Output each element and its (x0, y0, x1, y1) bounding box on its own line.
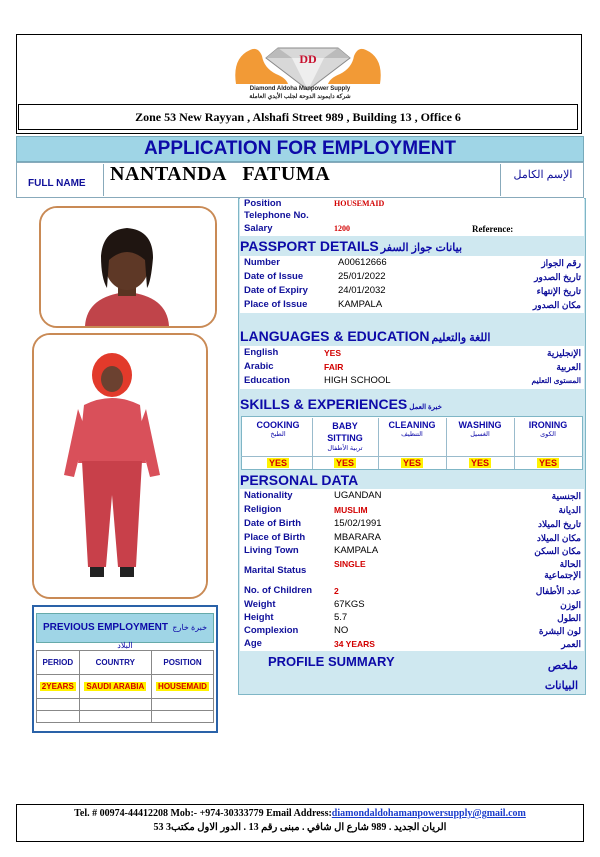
telephone-value (336, 210, 338, 221)
languages-section-title: LANGUAGES & EDUCATION اللغة والتعليم (240, 328, 491, 344)
height-row: Height 5.7 الطول (244, 612, 581, 623)
table-row (37, 675, 214, 699)
previous-employment-title-ar: خبرة خارج البلاد (117, 623, 208, 650)
divider (103, 164, 104, 196)
skill-baby-sitting: BABY SITTING تربية الأطفال (327, 421, 363, 452)
position-cell (151, 675, 213, 699)
skill-ironing: IRONING الكوى (528, 420, 568, 438)
table-row (37, 711, 214, 723)
passport-section-title: PASSPORT DETAILS بيانات جواز السفر (240, 238, 463, 254)
column-header: COUNTRY (79, 651, 151, 675)
profile-summary-title-ar: ملخص البيانات (544, 660, 578, 692)
page-title: APPLICATION FOR EMPLOYMENT (16, 136, 584, 162)
skill-cooking: COOKING الطبخ (256, 420, 300, 438)
position-value: HOUSEMAID (334, 199, 385, 208)
period-cell (37, 675, 80, 699)
skill-cleaning-value: YES (402, 458, 421, 468)
column-header: POSITION (151, 651, 213, 675)
passport-place-row: Place of Issue KAMPALA مكان الصدور (244, 299, 581, 310)
complexion-row: Complexion NO لون البشرة (244, 625, 581, 636)
previous-employment-header (36, 613, 214, 650)
reference-label: Reference: (472, 224, 514, 234)
full-name-label: FULL NAME (28, 178, 86, 189)
full-body-photo-image (34, 335, 206, 597)
skill-baby-sitting-value: YES (335, 458, 354, 468)
weight-row: Weight 67KGS الوزن (244, 599, 581, 610)
date-of-birth-row: Date of Birth 15/02/1991 تاريخ الميلاد (244, 518, 581, 529)
passport-expiry-row: Date of Expiry 24/01/2032 تاريخ الإنتهاء (244, 285, 581, 296)
education-row: Education HIGH SCHOOL المستوى التعليم (244, 375, 581, 386)
skill-cooking-value: YES (268, 458, 287, 468)
full-name-value: NANTANDA FATUMA (110, 163, 331, 185)
full-name-label-ar: الإسم الكامل (513, 169, 573, 181)
company-name-ar: شركة دايموند الدوحة لجلب الأيدي العاملة (249, 94, 351, 100)
personal-section-title: PERSONAL DATA (240, 472, 359, 488)
age-row: Age 34 YEARS العمر (244, 638, 581, 649)
children-row: No. of Children 2 عدد الأطفال (244, 585, 581, 596)
religion-row: Religion MUSLIM الديانة (244, 504, 581, 515)
place-of-birth-row: Place of Birth MBARARA مكان الميلاد (244, 532, 581, 543)
face-photo (39, 206, 217, 328)
telephone-row: Telephone No. (240, 210, 584, 222)
marital-status-row: Marital Status SINGLE الحالة الإجتماعية (244, 559, 581, 580)
position-row: Position HOUSEMAID (244, 198, 385, 209)
arabic-row: Arabic FAIR العربية (244, 361, 581, 372)
passport-issue-row: Date of Issue 25/01/2022 تاريخ الصدور (244, 271, 581, 282)
column-header: PERIOD (37, 651, 80, 675)
table-row (37, 699, 214, 711)
previous-employment-title: PREVIOUS EMPLOYMENT (42, 622, 168, 633)
country-value: SAUDI ARABIA (86, 682, 145, 691)
english-row: English YES الإنجليزية (244, 347, 581, 358)
footer-email-link[interactable]: diamondaldohamanpowersupply@gmail.com (331, 808, 526, 819)
divider (500, 164, 501, 196)
face-photo-image (41, 208, 215, 326)
period-value: 2YEARS (41, 682, 74, 691)
footer-contact-text: Tel. # 00974-44412208 Mob:- +974-30333779 Email Address: (74, 808, 332, 819)
skill-washing-value: YES (470, 458, 489, 468)
salary-row: Salary 1200 Reference: (244, 223, 514, 234)
svg-text:DD: DD (299, 52, 317, 66)
country-cell (79, 675, 151, 699)
living-town-row: Living Town KAMPALA مكان السكن (244, 545, 581, 556)
nationality-row: Nationality UGANDAN الجنسية (244, 490, 581, 501)
previous-employment-table (36, 650, 214, 723)
company-name-en: Diamond Aldoha Manpower Supply (249, 86, 351, 92)
salary-value: 1200 (334, 224, 350, 233)
profile-summary-title: PROFILE SUMMARY (268, 654, 395, 669)
company-address: Zone 53 New Rayyan , Alshafi Street 989 , Building 13 , Office 6 (18, 104, 578, 130)
skills-section-title: SKILLS & EXPERIENCES خبرة العمل (240, 396, 442, 412)
skill-washing: WASHING الغسيل (458, 420, 502, 438)
passport-number-row: Number A00612666 رقم الجواز (244, 257, 581, 268)
skill-ironing-value: YES (538, 458, 557, 468)
footer-contact (16, 808, 584, 819)
table-header-row (37, 651, 214, 675)
full-body-photo (32, 333, 208, 599)
skill-cleaning: CLEANING التنظيف (388, 420, 436, 438)
position-value: HOUSEMAID (158, 682, 207, 691)
footer-address-ar: 53 الريان الجديد . 989 شارع ال شافي . مبنى رقم 13 . الدور الاول مكتب3 (153, 822, 447, 833)
